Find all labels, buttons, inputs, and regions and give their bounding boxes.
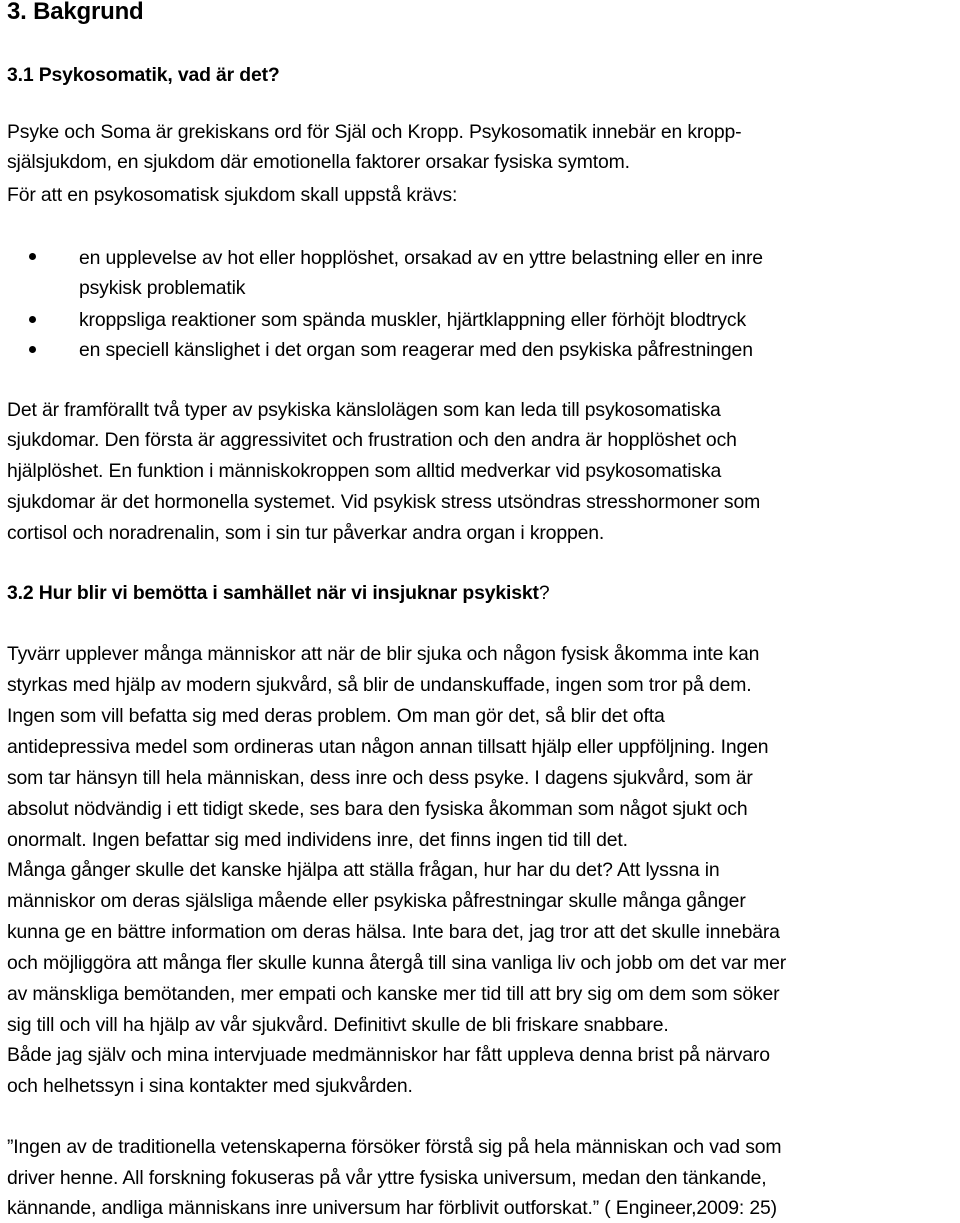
paragraph-line: hjälplöshet. En funktion i människokroppen som alltid medverkar vid psykosomatiska	[7, 460, 722, 482]
quote-line: driver henne. All forskning fokuseras på vår yttre fysiska universum, medan den tänkande,	[7, 1167, 767, 1189]
bullet-item-line: kroppsliga reaktioner som spända muskler, hjärtklappning eller förhöjt blodtryck	[79, 309, 747, 331]
bullet-item-line: psykisk problematik	[79, 277, 246, 299]
intro-line: Psyke och Soma är grekiskans ord för Själ och Kropp. Psykosomatik innebär en kropp-	[7, 121, 742, 143]
paragraph-line: sjukdomar är det hormonella systemet. Vid psykisk stress utsöndras stresshormoner som	[7, 491, 761, 513]
main-heading: 3. Bakgrund	[7, 0, 144, 25]
paragraph-line: och helhetssyn i sina kontakter med sjukvården.	[7, 1075, 413, 1097]
section-heading-3-1: 3.1 Psykosomatik, vad är det?	[7, 64, 280, 86]
paragraph-line: Det är framförallt två typer av psykiska känslolägen som kan leda till psykosomatiska	[7, 399, 721, 421]
section-heading-3-2-suffix: ?	[538, 582, 550, 604]
paragraph-line: sjukdomar. Den första är aggressivitet och frustration och den andra är hopplöshet och	[7, 429, 737, 451]
paragraph-line: Både jag själv och mina intervjuade medmänniskor har fått uppleva denna brist på närvaro	[7, 1044, 770, 1066]
quote-line: kännande, andliga människans inre universum har förblivit outforskat.” ( Engineer,2009: 25)	[7, 1197, 777, 1219]
paragraph-line: styrkas med hjälp av modern sjukvård, så blir de undanskuffade, ingen som tror på dem.	[7, 674, 752, 696]
quote-line: ”Ingen av de traditionella vetenskaperna försöker förstå sig på hela människan och vad som	[7, 1136, 782, 1158]
paragraph-line: människor om deras själsliga mående eller psykiska påfrestningar skulle många gånger	[7, 890, 746, 912]
bullet-item-line: en speciell känslighet i det organ som reagerar med den psykiska påfrestningen	[79, 339, 753, 361]
paragraph-line: absolut nödvändig i ett tidigt skede, ses bara den fysiska åkomman som något sjukt och	[7, 798, 748, 820]
paragraph-line: Ingen som vill befatta sig med deras problem. Om man gör det, så blir det ofta	[7, 705, 665, 727]
paragraph-line: Tyvärr upplever många människor att när de blir sjuka och någon fysisk åkomma inte kan	[7, 643, 760, 665]
paragraph-line: kunna ge en bättre information om deras hälsa. Inte bara det, jag tror att det skulle innebära	[7, 921, 780, 943]
paragraph-line: antidepressiva medel som ordineras utan någon annan tillsatt hjälp eller uppföljning. Ingen	[7, 736, 769, 758]
bullet-dot	[29, 346, 36, 353]
paragraph-line: Många gånger skulle det kanske hjälpa att ställa frågan, hur har du det? Att lyssna in	[7, 859, 720, 881]
paragraph-line: cortisol och noradrenalin, som i sin tur påverkar andra organ i kroppen.	[7, 522, 605, 544]
section-heading-3-2	[7, 578, 549, 608]
paragraph-line: onormalt. Ingen befattar sig med individens inre, det finns ingen tid till det.	[7, 829, 628, 851]
intro-line: För att en psykosomatisk sjukdom skall uppstå krävs:	[7, 184, 458, 206]
paragraph-line: som tar hänsyn till hela människan, dess inre och dess psyke. I dagens sjukvård, som är	[7, 767, 753, 789]
paragraph-line: och möjliggöra att många fler skulle kunna återgå till sina vanliga liv och jobb om det var mer	[7, 952, 787, 974]
intro-line: själsjukdom, en sjukdom där emotionella faktorer orsakar fysiska symtom.	[7, 151, 630, 173]
paragraph-line: av mänskliga bemötanden, mer empati och kanske mer tid till att bry sig om dem som söker	[7, 983, 780, 1005]
bullet-item-line: en upplevelse av hot eller hopplöshet, orsakad av en yttre belastning eller en inre	[79, 247, 763, 269]
bullet-dot	[29, 253, 36, 260]
bullet-dot	[29, 316, 36, 323]
section-heading-3-2-text: 3.2 Hur blir vi bemötta i samhället när vi insjuknar psykiskt	[7, 582, 539, 604]
paragraph-line: sig till och vill ha hjälp av vår sjukvård. Definitivt skulle de bli friskare snabbare.	[7, 1014, 669, 1036]
